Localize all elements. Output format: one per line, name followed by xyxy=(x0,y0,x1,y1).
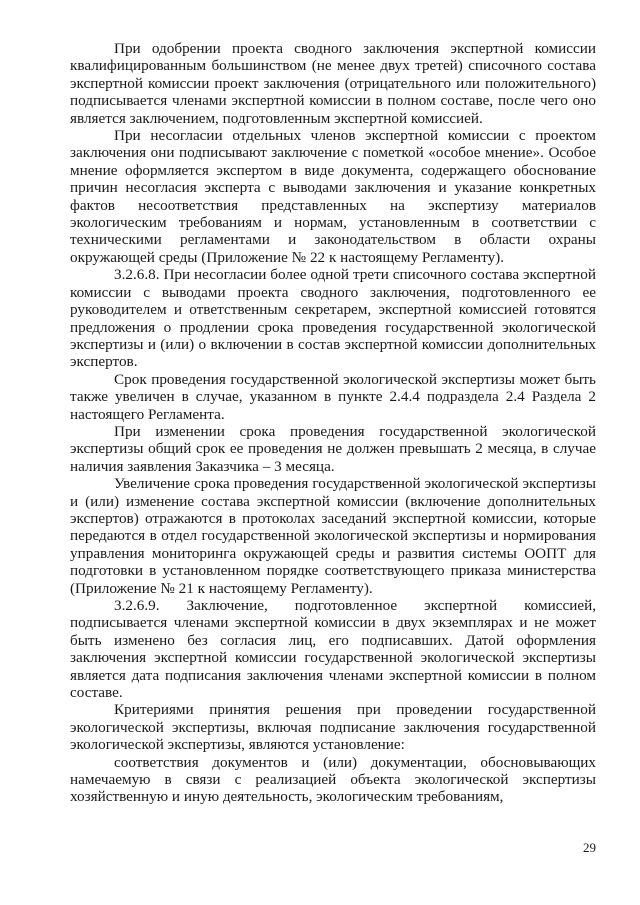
page-number: 29 xyxy=(583,840,596,855)
paragraph-approval: При одобрении проекта сводного заключения экспертной комиссии квалифицированным большинством (не менее двух третей) списочного состава экспертной комиссии проект заключения (отрицательного или положительного) подписывается членами экспертной комиссии в полном составе, после чего оно является заключением, подготовленным экспертной комиссией. xyxy=(70,40,596,127)
paragraph-term-extension: Срок проведения государственной экологической экспертизы может быть также увеличен в случае, указанном в пункте 2.4.4 подраздела 2.4 Раздела 2 настоящего Регламента. xyxy=(70,370,596,423)
paragraph-criteria: Критериями принятия решения при проведении государственной экологической экспертизы, включая подписание заключения государственной экологической экспертизы, являются установление: xyxy=(70,701,596,754)
paragraph-term-change: При изменении срока проведения государственной экологической экспертизы общий срок ее проведения не должен превышать 2 месяца, в случае наличия заявления Заказчика – 3 месяца. xyxy=(70,422,596,475)
document-page xyxy=(70,40,596,806)
paragraph-3-2-6-9: 3.2.6.9. Заключение, подготовленное экспертной комиссией, подписывается членами экспертной комиссии в двух экземплярах и не может быть изменено без согласия лиц, его подписавших. Датой оформления заключения экспертной комиссии государственной экологической экспертизы является дата подписания заключения членами экспертной комиссии в полном составе. xyxy=(70,597,596,702)
paragraph-compliance: соответствия документов и (или) документации, обосновывающих намечаемую в связи с реализацией объекта экологической экспертизы хозяйственную и иную деятельность, экологическим требованиям, xyxy=(70,753,596,806)
paragraph-term-increase: Увеличение срока проведения государственной экологической экспертизы и (или) изменение состава экспертной комиссии (включение дополнительных экспертов) отражаются в протоколах заседаний экспертной комиссии, которые передаются в отдел государственной экологической экспертизы и нормирования управления мониторинга окружающей среды и развития системы ООПТ для подготовки в установленном порядке соответствующего приказа министерства (Приложение № 21 к настоящему Регламенту). xyxy=(70,475,596,597)
paragraph-3-2-6-8: 3.2.6.8. При несогласии более одной трети списочного состава экспертной комиссии с выводами проекта сводного заключения, подготовленного ее руководителем и ответственным секретарем, экспертной комиссией готовятся предложения о продлении срока проведения государственной экологической экспертизы и (или) о включении в состав экспертной комиссии дополнительных экспертов. xyxy=(70,266,596,371)
paragraph-dissent: При несогласии отдельных членов экспертной комиссии с проектом заключения они подписывают заключение с пометкой «особое мнение». Особое мнение оформляется экспертом в виде документа, содержащего обоснование причин несогласия эксперта с выводами заключения и указание конкретных фактов несоответствия представленных на экспертизу материалов экологическим требованиям и нормам, установленным в соответствии с техническими регламентами и законодательством в области охраны окружающей среды (Приложение № 22 к настоящему Регламенту). xyxy=(70,127,596,266)
